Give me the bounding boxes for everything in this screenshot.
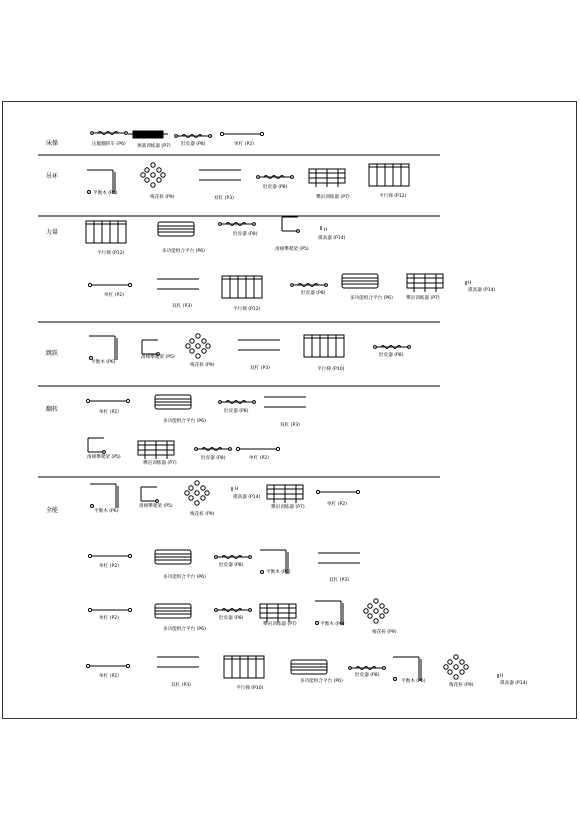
label-spring-5: 肚皮器 (P8) [224, 409, 249, 414]
label-spring-6b: 肚皮器 (P8) [219, 563, 244, 568]
symbol-plum-6d [444, 655, 468, 679]
symbol-spring-6d [349, 667, 386, 670]
label-slide-5b: 滑梯攀爬架 (P5) [87, 455, 121, 460]
label-climb-6c: 攀岩训练器 (P7) [263, 622, 297, 627]
label-double-bar: 双杠 (P3) [214, 196, 234, 201]
symbol-double-bar-2 [157, 279, 199, 289]
section-label-s5: 翻转 [46, 406, 59, 413]
label-rope-roller: 压腿翻转车 (P6) [92, 142, 126, 147]
symbol-spring-6b [215, 556, 252, 559]
symbol-spring-roller [128, 131, 168, 138]
symbol-spring-4 [374, 346, 411, 349]
label-single-5b: 单杠 (P2) [249, 456, 269, 461]
label-wood-6d: 平衡木 (P6) [401, 679, 426, 684]
symbol-wood-4 [89, 336, 117, 360]
label-h6-tag: H [235, 487, 239, 492]
symbol-ladder-6d [224, 656, 264, 678]
symbol-slide-5b [88, 438, 105, 453]
label-platform-5: 多功能组合平台 (P6) [163, 419, 206, 424]
label-plum-4: 梅花桩 (P9) [190, 363, 215, 368]
symbol-wood-6d [393, 657, 421, 681]
symbol-platform-5 [155, 395, 191, 409]
label-climb-2: 攀岩训练器 (P7) [406, 296, 440, 301]
label-ladder-4: 平行梯 (P10) [317, 367, 345, 372]
label-spring-6d: 肚皮器 (P8) [355, 673, 380, 678]
label-spring-rod: 肚皮器 (P8) [181, 142, 206, 147]
label-double-4: 双杠 (P3) [250, 366, 270, 371]
label-ladder-6d: 平行梯 (P10) [236, 686, 264, 691]
label-spring-6c: 肚皮器 (P8) [219, 616, 244, 621]
symbol-slide-4 [142, 340, 159, 355]
symbol-single-5 [86, 399, 129, 402]
symbol-spring-5b [195, 448, 232, 451]
label-wood-4: 平衡木 (P6) [91, 360, 116, 365]
label-hjump: 摸高器 (P14) [468, 288, 496, 293]
label-spring-roller: 弹簧训练器 (P7) [137, 144, 171, 149]
label-spring-2: 肚皮器 (P8) [301, 291, 326, 296]
symbol-plum-pile [141, 163, 165, 187]
symbol-single-6d [86, 664, 129, 667]
symbol-ladder-4 [304, 335, 344, 357]
label-single-6d: 单杠 (P2) [99, 674, 119, 679]
label-single-bar: 单杠 (P2) [234, 142, 254, 147]
symbol-single-bar [220, 132, 263, 135]
label-wood-6c: 平衡木 (P6) [320, 622, 345, 627]
symbol-climb-6c [260, 604, 296, 622]
label-balance-tag: H [324, 228, 328, 233]
symbol-slide-6 [141, 487, 158, 502]
section-label-s1: 床操 [46, 140, 59, 147]
symbol-wood-6 [90, 484, 118, 508]
symbol-spring-short [257, 176, 294, 179]
symbol-platform-6d [291, 660, 327, 674]
label-slide-6: 滑梯攀爬架 (P5) [139, 504, 173, 509]
symbol-multi-platform [158, 222, 194, 236]
label-single-6c: 单杠 (P2) [99, 616, 119, 621]
label-platform-6c: 多功能组合平台 (P6) [163, 627, 206, 632]
symbol-single-bar-2 [88, 283, 131, 286]
symbol-single-6 [316, 490, 359, 493]
label-climb-6: 攀岩训练器 (P7) [271, 505, 305, 510]
symbol-double-bar [199, 170, 241, 180]
h-marker-icons [232, 226, 498, 678]
label-spring-mid: 肚皮器 (P8) [233, 232, 258, 237]
label-ladder-2: 平行梯 (P12) [233, 307, 261, 312]
symbol-double-6b [318, 553, 360, 563]
symbol-rope-roller [91, 132, 128, 135]
label-double-6b: 双杠 (P3) [329, 578, 349, 583]
symbol-platform-6c [155, 604, 191, 618]
label-double-bar-2: 双杠 (P3) [172, 304, 192, 309]
label-single-6b: 单杠 (P2) [99, 564, 119, 569]
label-h6: 摸高器 (P14) [233, 495, 261, 500]
label-spring-4: 肚皮器 (P8) [379, 353, 404, 358]
section-label-s4: 跳跃 [46, 350, 59, 357]
label-wood-6: 平衡木 (P6) [94, 509, 119, 514]
section-label-s2: 吊环 [46, 173, 59, 180]
label-hjump-tag: H [468, 281, 472, 286]
symbol-ladder-large [86, 221, 126, 243]
symbol-plum-6c [364, 599, 388, 623]
label-single-6: 单杠 (P2) [327, 502, 347, 507]
label-platform-6b: 多功能组合平台 (P6) [163, 575, 206, 580]
label-ladder-large: 平行梯 (P12) [97, 251, 125, 256]
label-plum-6d: 梅花桩 (P9) [449, 683, 474, 688]
section-label-s3: 力量 [46, 229, 59, 236]
label-balance: 摸高器 (P14) [318, 236, 346, 241]
label-parallel-wood: 平衡木 (P5) [93, 191, 118, 196]
symbol-single-6b [88, 554, 131, 557]
symbol-double-4 [238, 340, 280, 350]
label-single-5: 单杠 (P2) [99, 410, 119, 415]
label-h6d: 摸高器 (P14) [500, 681, 528, 686]
label-climb-5b: 攀岩训练器 (P7) [143, 461, 177, 466]
label-double-5: 双杠 (P3) [280, 423, 300, 428]
symbol-double-5 [264, 397, 306, 407]
symbol-spring-5 [219, 401, 256, 404]
label-ladder: 平行梯 (P12) [379, 194, 407, 199]
symbol-ladder-2 [222, 276, 262, 298]
label-plum-pile: 梅花桩 (P9) [150, 195, 175, 200]
section-label-s6: 全能 [46, 507, 59, 514]
symbol-platform-6b [155, 550, 191, 564]
label-spring-5b: 肚皮器 (P8) [201, 456, 226, 461]
label-plum-6c: 梅花桩 (P9) [372, 630, 397, 635]
symbol-spring-6c [215, 609, 252, 612]
symbol-spring-rod [175, 135, 212, 138]
symbol-spring-mid [219, 223, 256, 226]
label-slide-4: 滑梯攀爬架 (P5) [141, 355, 175, 360]
label-plum-6: 梅花桩 (P9) [190, 512, 215, 517]
section-dividers [38, 155, 440, 477]
symbol-slide-bar [282, 217, 299, 232]
label-slide-bar: 滑梯攀爬架 (P5) [275, 247, 309, 252]
label-climb-net: 攀岩训练器 (P7) [316, 195, 350, 200]
symbol-climb-6 [267, 485, 303, 503]
label-h6d-tag: H [500, 674, 504, 679]
label-multi-platform: 多功能组合平台 (P6) [162, 249, 205, 254]
symbol-spring-2 [291, 284, 328, 287]
symbol-double-6d [157, 657, 199, 667]
symbol-ladder [369, 164, 409, 186]
symbol-climb-2 [407, 274, 443, 292]
label-wood-6b: 平衡木 (P6) [266, 570, 291, 575]
label-double-6d: 双杠 (P3) [171, 683, 191, 688]
symbol-plum-4 [186, 334, 210, 358]
symbol-single-6c [88, 608, 131, 611]
label-platform-6d: 多功能组合平台 (P6) [300, 679, 343, 684]
symbol-plum-6 [185, 481, 209, 505]
symbol-climb-net [309, 169, 345, 187]
label-spring-short: 肚皮器 (P8) [263, 185, 288, 190]
label-single-bar-2: 单杠 (P2) [104, 293, 124, 298]
symbol-platform-2 [342, 274, 378, 288]
symbol-single-5b [236, 447, 279, 450]
symbol-climb-5b [138, 441, 174, 459]
label-platform-2: 多功能组合平台 (P6) [350, 296, 393, 301]
